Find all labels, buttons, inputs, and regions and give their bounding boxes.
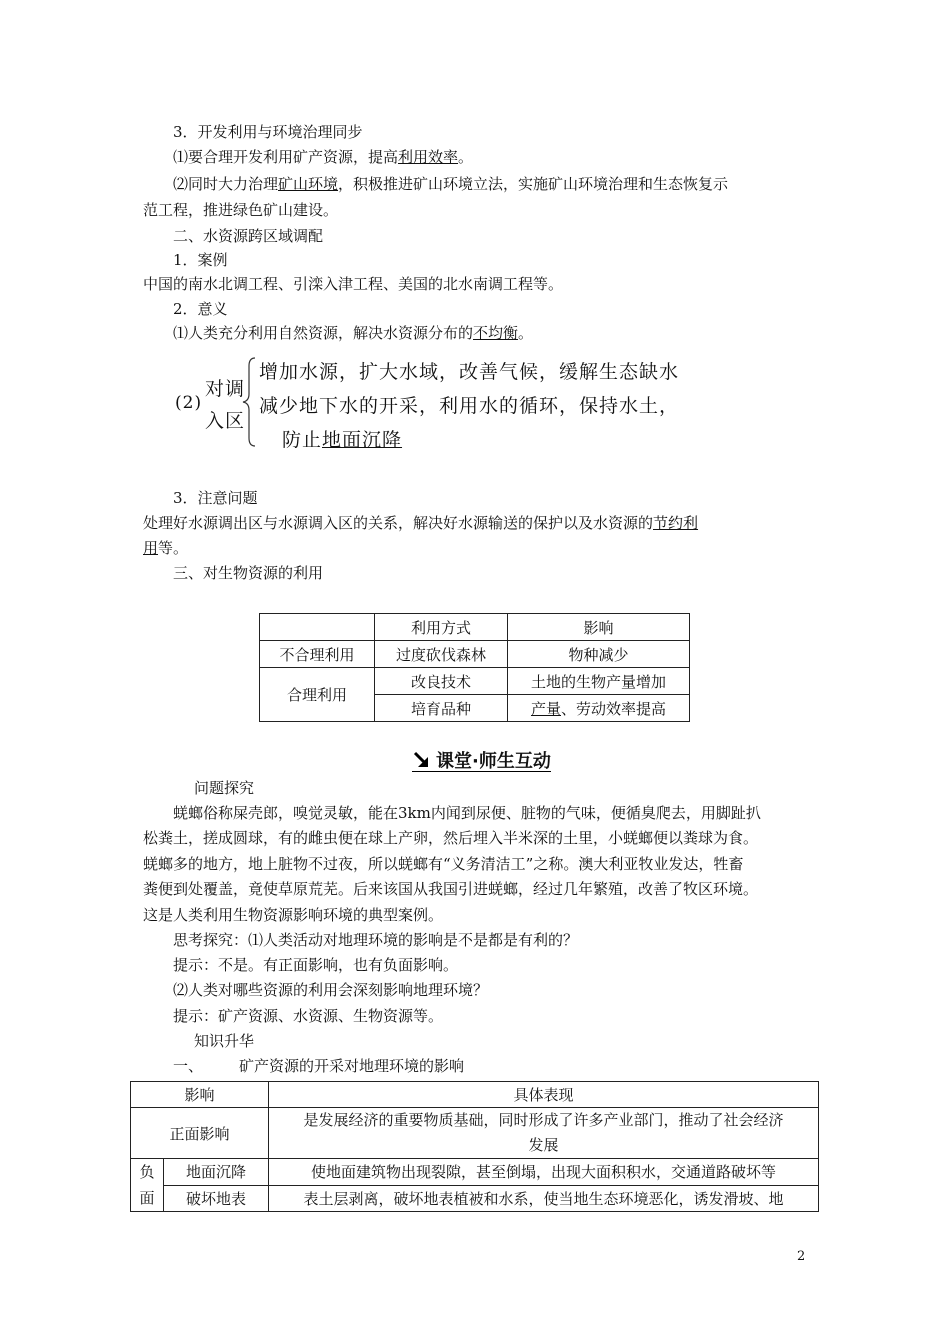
answer: 提示：矿产资源、水资源、生物资源等。 bbox=[173, 1007, 444, 1025]
table-cell: 正面影响 bbox=[131, 1108, 269, 1159]
paragraph: 用等。 bbox=[143, 539, 189, 557]
paragraph: 这是人类利用生物资源影响环境的典型案例。 bbox=[143, 906, 444, 924]
table-cell bbox=[260, 614, 375, 641]
subsection-title: 2．意义 bbox=[173, 300, 228, 318]
table-row bbox=[131, 1159, 819, 1186]
subsection-title: 问题探究 bbox=[194, 779, 255, 797]
brace-icon bbox=[241, 356, 257, 448]
table-cell: 地面沉降 bbox=[164, 1159, 269, 1186]
section-heading: 课堂·师生互动 bbox=[412, 747, 551, 773]
table-row bbox=[260, 641, 690, 668]
table-cell: 使地面建筑物出现裂隙，甚至倒塌，出现大面积积水，交通道路破坏等 bbox=[269, 1159, 819, 1186]
arrow-icon bbox=[412, 751, 432, 769]
table-cell: 土地的生物产量增加 bbox=[508, 668, 690, 695]
section-title: 3．开发利用与环境治理同步 bbox=[173, 123, 363, 141]
answer: 提示：不是。有正面影响，也有负面影响。 bbox=[173, 956, 459, 974]
table-cell: 物种减少 bbox=[508, 641, 690, 668]
table-header: 影响 bbox=[508, 614, 690, 641]
table-cell: 产量、劳动效率提高 bbox=[508, 695, 690, 722]
brace-line: 增加水源，扩大水域，改善气候，缓解生态缺水 bbox=[259, 361, 680, 383]
question: ⑵人类对哪些资源的利用会深刻影响地理环境？ bbox=[173, 981, 489, 999]
brace-label: 对调 bbox=[205, 378, 246, 400]
item-number: (2) bbox=[175, 393, 203, 413]
section-title: 二、水资源跨区域调配 bbox=[173, 227, 324, 245]
table-row bbox=[131, 1185, 819, 1212]
table-cell: 表土层剥离，破坏地表植被和水系，使当地生态环境恶化，诱发滑坡、地 bbox=[269, 1185, 819, 1212]
bio-resource-table bbox=[259, 613, 690, 722]
brace-line: 防止地面沉降 bbox=[282, 429, 403, 451]
table-cell: 不合理利用 bbox=[260, 641, 375, 668]
table-cell: 负 面 bbox=[131, 1159, 164, 1212]
subsection-title: 知识升华 bbox=[194, 1032, 255, 1050]
paragraph: 中国的南水北调工程、引滦入津工程、美国的北水南调工程等。 bbox=[143, 275, 564, 293]
table-header: 利用方式 bbox=[375, 614, 508, 641]
paragraph: 蜣螂俗称屎壳郎，嗅觉灵敏，能在3km内闻到尿便、脏物的气味，便循臭爬去，用脚趾扒 bbox=[173, 804, 761, 822]
paragraph: 蜣螂多的地方，地上脏物不过夜，所以蜣螂有“义务清洁工”之称。澳大利亚牧业发达，牲畜 bbox=[143, 855, 744, 873]
paragraph: 粪便到处覆盖，竟使草原荒芜。后来该国从我国引进蜣螂，经过几年繁殖，改善了牧区环境。 bbox=[143, 880, 759, 898]
table-cell: 破坏地表 bbox=[164, 1185, 269, 1212]
paragraph: 处理好水源调出区与水源调入区的关系，解决好水源输送的保护以及水资源的节约利 bbox=[143, 514, 699, 532]
brace-line: 减少地下水的开采，利用水的循环，保持水土， bbox=[259, 395, 680, 417]
table-row bbox=[131, 1108, 819, 1159]
brace-label: 入区 bbox=[205, 410, 246, 432]
table-cell: 改良技术 bbox=[375, 668, 508, 695]
table-cell: 是发展经济的重要物质基础，同时形成了许多产业部门，推动了社会经济 发展 bbox=[269, 1108, 819, 1159]
paragraph: 范工程，推进绿色矿山建设。 bbox=[143, 201, 339, 219]
table-header: 具体表现 bbox=[269, 1082, 819, 1108]
section-title: 三、对生物资源的利用 bbox=[173, 564, 324, 582]
table-row bbox=[260, 668, 690, 695]
table-title: 一、 矿产资源的开采对地理环境的影响 bbox=[173, 1057, 465, 1075]
subsection-title: 1．案例 bbox=[173, 251, 228, 269]
table-cell: 过度砍伐森林 bbox=[375, 641, 508, 668]
table-header: 影响 bbox=[131, 1082, 269, 1108]
question: 思考探究：⑴人类活动对地理环境的影响是不是都是有利的？ bbox=[173, 931, 579, 949]
table-cell: 培育品种 bbox=[375, 695, 508, 722]
paragraph: ⑴人类充分利用自然资源，解决水资源分布的不均衡。 bbox=[173, 324, 534, 342]
paragraph: ⑵同时大力治理矿山环境，积极推进矿山环境立法，实施矿山环境治理和生态恢复示 bbox=[173, 175, 729, 193]
paragraph: ⑴要合理开发利用矿产资源，提高利用效率。 bbox=[173, 148, 474, 166]
page-number: 2 bbox=[797, 1249, 806, 1264]
table-cell: 合理利用 bbox=[260, 668, 375, 722]
subsection-title: 3．注意问题 bbox=[173, 489, 258, 507]
mineral-impact-table bbox=[130, 1081, 819, 1212]
paragraph: 松粪土，搓成圆球，有的雌虫便在球上产卵，然后埋入半米深的土里，小蜣螂便以粪球为食。 bbox=[143, 829, 759, 847]
